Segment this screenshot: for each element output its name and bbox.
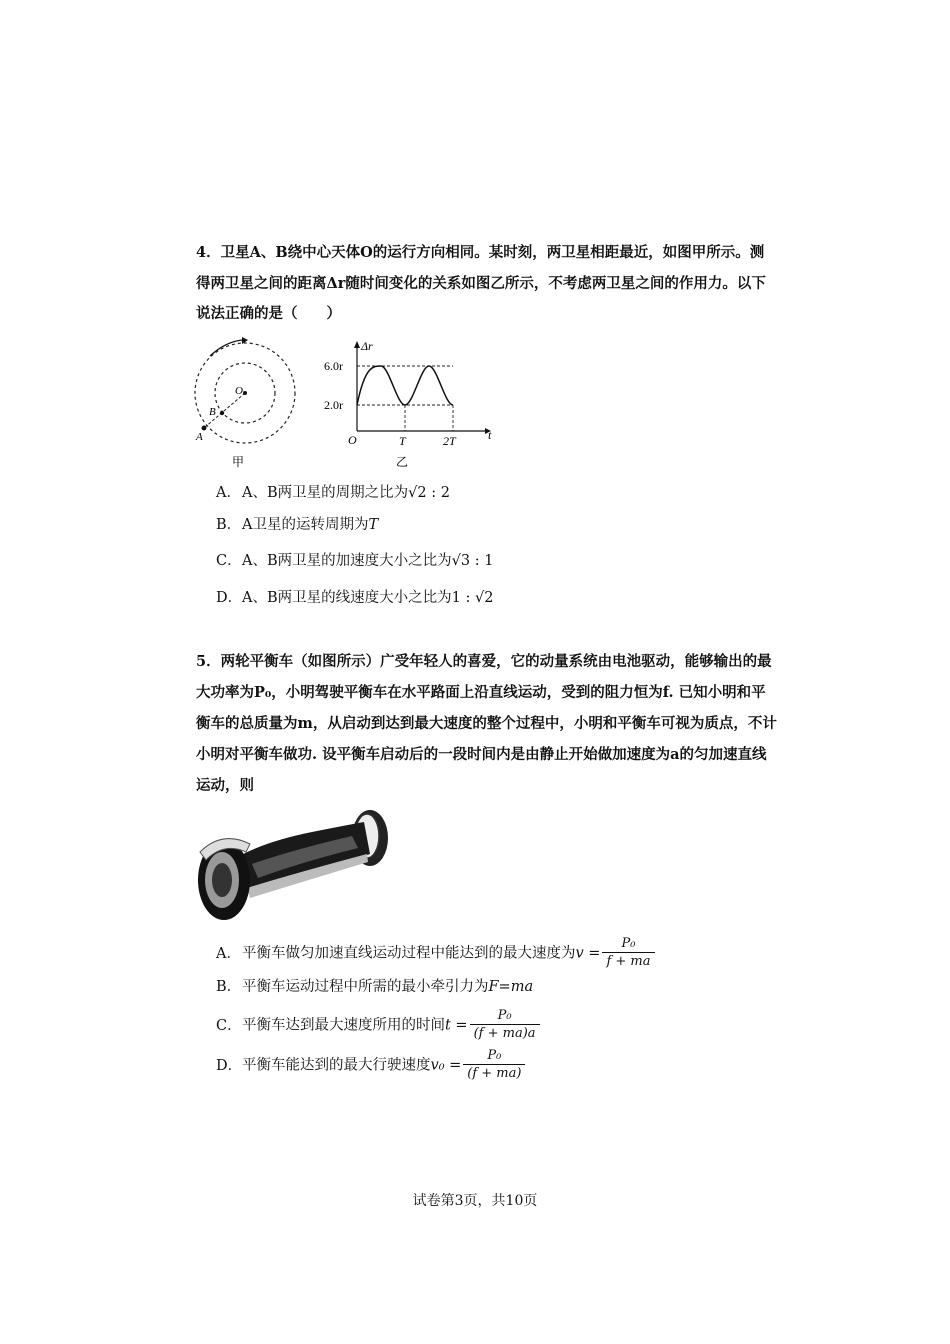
option-math: √3 : 1 bbox=[451, 553, 494, 569]
fraction-denominator: f + ma bbox=[606, 954, 651, 969]
label-a: A bbox=[196, 431, 203, 443]
distance-curve bbox=[357, 366, 453, 405]
q4-stem-line1: 4．卫星A、B绕中心天体O的运行方向相同。某时刻，两卫星相距最近，如图甲所示。测 bbox=[196, 244, 765, 261]
option-text: 平衡车能达到的最大行驶速度 bbox=[242, 1057, 431, 1074]
q5-stem-line4: 小明对平衡车做功. 设平衡车启动后的一段时间内是由静止开始做加速度为a的匀加速直线 bbox=[196, 746, 767, 763]
q5-option-b[interactable] bbox=[216, 976, 533, 998]
figure-jia-orbits bbox=[190, 336, 310, 471]
y-axis-label: Δr bbox=[361, 339, 373, 353]
y-axis-arrow bbox=[354, 341, 360, 348]
figure-jia-label: 甲 bbox=[232, 455, 245, 469]
fraction-numerator: P₀ bbox=[602, 936, 654, 953]
q5-stem-line1: 5．两轮平衡车（如图所示）广受年轻人的喜爱，它的动量系统由电池驱动，能够输出的最 bbox=[196, 653, 772, 670]
option-letter: C． bbox=[216, 1017, 242, 1034]
option-text: A卫星的运转周期为 bbox=[242, 517, 369, 533]
option-text: A、B两卫星的周期之比为 bbox=[242, 485, 409, 501]
option-text: 平衡车运动过程中所需的最小牵引力为 bbox=[242, 979, 489, 995]
page-footer: 试卷第3页，共10页 bbox=[412, 1193, 538, 1209]
center-point-o bbox=[243, 391, 247, 395]
option-var: t = bbox=[445, 1017, 468, 1034]
q4-option-a[interactable] bbox=[216, 482, 450, 504]
hoverboard-image bbox=[192, 802, 402, 927]
q5-stem-line2: 大功率为P₀，小明驾驶平衡车在水平路面上沿直线运动，受到的阻力恒为f. 已知小明和平 bbox=[196, 684, 766, 701]
q5-option-c[interactable] bbox=[216, 1008, 540, 1043]
x-axis-label: t bbox=[488, 428, 492, 442]
satellite-b bbox=[220, 411, 224, 415]
option-fraction bbox=[463, 1048, 525, 1083]
figure-yi-label: 乙 bbox=[396, 455, 409, 469]
option-letter: A． bbox=[216, 485, 241, 501]
near-hub-center bbox=[212, 863, 232, 897]
option-var: v = bbox=[575, 945, 601, 962]
satellite-a bbox=[202, 426, 207, 431]
option-math: √2 : 2 bbox=[408, 485, 450, 501]
q4-stem-line2: 得两卫星之间的距离Δr随时间变化的关系如图乙所示，不考虑两卫星之间的作用力。以下 bbox=[196, 275, 766, 292]
label-b: B bbox=[209, 406, 216, 418]
option-letter: C． bbox=[216, 553, 242, 569]
y-tick-2r: 2.0r bbox=[324, 398, 343, 412]
q4-option-c[interactable] bbox=[216, 550, 493, 572]
option-text: A、B两卫星的加速度大小之比为 bbox=[242, 553, 452, 569]
option-letter: B． bbox=[216, 979, 242, 995]
option-letter: D． bbox=[216, 590, 243, 606]
option-letter: D． bbox=[216, 1057, 243, 1074]
fraction-denominator: (f + ma) bbox=[467, 1066, 522, 1081]
q4-stem-line3: 说法正确的是（ ） bbox=[196, 305, 341, 322]
q5-option-a[interactable] bbox=[216, 936, 655, 971]
option-fraction bbox=[470, 1008, 540, 1043]
figure-yi-graph bbox=[320, 336, 500, 471]
origin-label: O bbox=[348, 433, 357, 447]
option-letter: B． bbox=[216, 517, 242, 533]
fraction-numerator: P₀ bbox=[470, 1008, 540, 1025]
y-tick-6r: 6.0r bbox=[324, 359, 343, 373]
x-tick-t: T bbox=[399, 434, 406, 448]
option-math: 1 : √2 bbox=[451, 590, 494, 606]
fraction-denominator: (f + ma)a bbox=[473, 1026, 536, 1041]
option-var: v₀ = bbox=[430, 1057, 462, 1074]
x-tick-2t: 2T bbox=[443, 434, 456, 448]
option-letter: A． bbox=[216, 945, 241, 962]
q4-option-b[interactable] bbox=[216, 514, 378, 536]
option-var: F=ma bbox=[488, 979, 534, 995]
label-o: O bbox=[235, 385, 243, 397]
q5-stem-line3: 衡车的总质量为m，从启动到达到最大速度的整个过程中，小明和平衡车可视为质点，不计 bbox=[196, 715, 777, 732]
option-text: 平衡车达到最大速度所用的时间 bbox=[242, 1017, 445, 1034]
q4-option-d[interactable] bbox=[216, 587, 493, 609]
direction-arrow bbox=[210, 340, 242, 356]
q5-stem-line5: 运动，则 bbox=[196, 777, 254, 794]
q5-option-d[interactable] bbox=[216, 1048, 525, 1083]
option-fraction bbox=[602, 936, 654, 971]
option-text: 平衡车做匀加速直线运动过程中能达到的最大速度为 bbox=[242, 945, 576, 962]
option-math: T bbox=[368, 517, 379, 533]
fraction-numerator: P₀ bbox=[463, 1048, 525, 1065]
option-text: A、B两卫星的线速度大小之比为 bbox=[242, 590, 452, 606]
